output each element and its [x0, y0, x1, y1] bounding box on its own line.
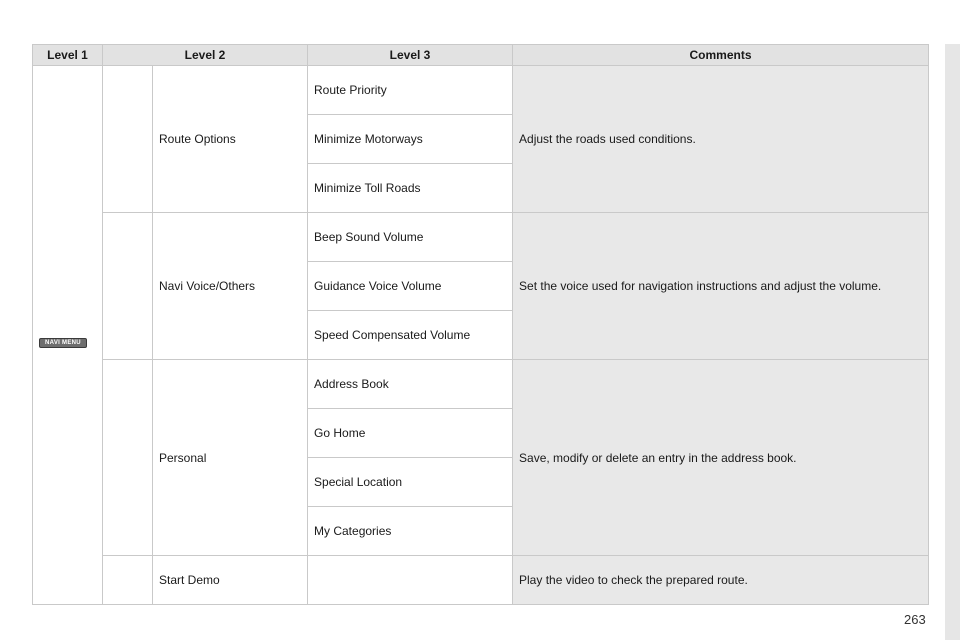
side-strip	[945, 44, 960, 640]
header-row	[33, 45, 929, 66]
level3-item-address-book: Address Book	[308, 360, 513, 409]
level3-item-minimize-motorways: Minimize Motorways	[308, 115, 513, 164]
comment-navi-voice-others: Set the voice used for navigation instructions and adjust the volume.	[513, 213, 929, 360]
level3-item-minimize-toll-roads: Minimize Toll Roads	[308, 164, 513, 213]
header-comments: Comments	[513, 45, 929, 66]
level3-item-my-categories: My Categories	[308, 507, 513, 556]
level2-item-route-options: Route Options	[153, 66, 308, 213]
navi-menu-button[interactable]: NAVI MENU	[39, 338, 87, 348]
header-level3: Level 3	[308, 45, 513, 66]
spacer-cell	[103, 360, 153, 556]
level3-item-speed-compensated-volume: Speed Compensated Volume	[308, 311, 513, 360]
table-row	[33, 556, 929, 605]
comment-start-demo: Play the video to check the prepared route.	[513, 556, 929, 605]
table-row	[33, 66, 929, 115]
level3-item-route-priority: Route Priority	[308, 66, 513, 115]
spacer-cell	[103, 213, 153, 360]
level2-item-start-demo: Start Demo	[153, 556, 308, 605]
level2-item-navi-voice-others: Navi Voice/Others	[153, 213, 308, 360]
header-level2: Level 2	[103, 45, 308, 66]
level3-item-empty	[308, 556, 513, 605]
navi-menu-table	[32, 44, 929, 605]
level3-item-go-home: Go Home	[308, 409, 513, 458]
level3-item-beep-sound-volume: Beep Sound Volume	[308, 213, 513, 262]
level1-cell	[33, 66, 103, 605]
table-row	[33, 213, 929, 262]
spacer-cell	[103, 556, 153, 605]
header-level1: Level 1	[33, 45, 103, 66]
level3-item-guidance-voice-volume: Guidance Voice Volume	[308, 262, 513, 311]
table-row	[33, 360, 929, 409]
comment-personal: Save, modify or delete an entry in the address book.	[513, 360, 929, 556]
level3-item-special-location: Special Location	[308, 458, 513, 507]
level2-item-personal: Personal	[153, 360, 308, 556]
comment-route-options: Adjust the roads used conditions.	[513, 66, 929, 213]
spacer-cell	[103, 66, 153, 213]
page-number: 263	[904, 612, 926, 627]
